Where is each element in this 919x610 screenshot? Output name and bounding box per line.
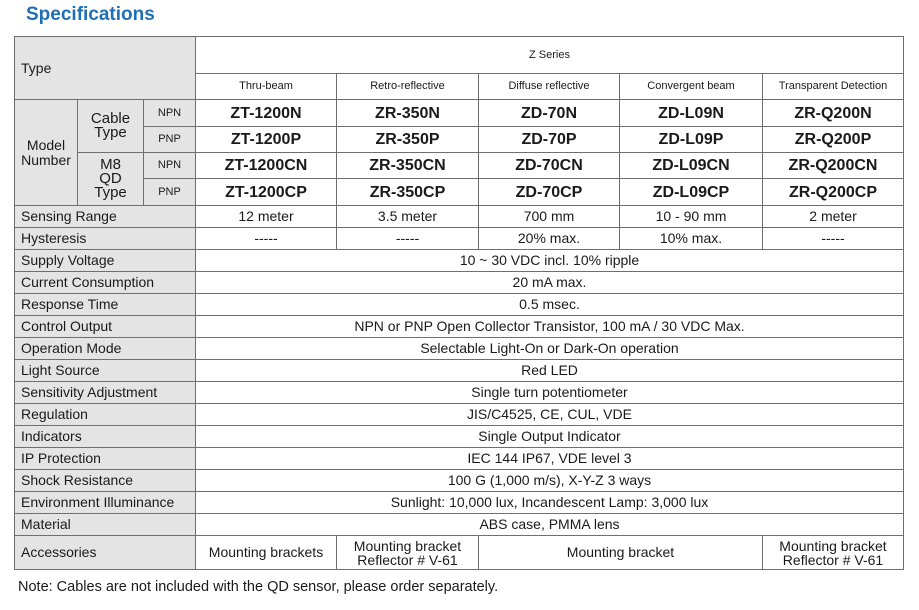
model-number: ZR-Q200CP — [763, 179, 904, 206]
row-label: Operation Mode — [15, 338, 196, 360]
row-label: Environment Illuminance — [15, 492, 196, 514]
output-type: PNP — [144, 179, 196, 206]
cell-value: Red LED — [196, 360, 904, 382]
row-label: Accessories — [15, 536, 196, 570]
cell-value: 3.5 meter — [337, 206, 479, 228]
cell-value: 10 ~ 30 VDC incl. 10% ripple — [196, 250, 904, 272]
model-number: ZD-70N — [479, 100, 620, 127]
model-number: ZR-350P — [337, 127, 479, 153]
output-type: NPN — [144, 153, 196, 179]
group-label-m8qd: M8 QD Type — [78, 153, 144, 206]
model-number-label: Model Number — [15, 100, 78, 206]
row-label: Current Consumption — [15, 272, 196, 294]
model-number: ZR-Q200N — [763, 100, 904, 127]
cell-value: 700 mm — [479, 206, 620, 228]
row-label: Shock Resistance — [15, 470, 196, 492]
column-header: Retro-reflective — [337, 74, 479, 100]
model-number: ZR-350CP — [337, 179, 479, 206]
accessory-line: Mounting bracket — [353, 537, 462, 554]
model-number: ZT-1200CP — [196, 179, 337, 206]
spec-table — [14, 36, 904, 570]
group-label-cable: Cable Type — [78, 100, 144, 153]
cell-value: Mounting bracket — [479, 536, 763, 570]
row-label: Control Output — [15, 316, 196, 338]
model-number: ZR-Q200CN — [763, 153, 904, 179]
cell-value: 10% max. — [620, 228, 763, 250]
model-row — [15, 127, 904, 153]
accessory-line: Mounting bracket — [779, 537, 887, 554]
output-type: NPN — [144, 100, 196, 127]
hysteresis-row — [15, 228, 904, 250]
model-number: ZR-350N — [337, 100, 479, 127]
footnote: Note: Cables are not included with the QD sensor, please order separately. — [18, 579, 499, 595]
column-header: Transparent Detection — [763, 74, 904, 100]
cell-value: 20 mA max. — [196, 272, 904, 294]
model-number: ZR-Q200P — [763, 127, 904, 153]
spec-row — [15, 294, 904, 316]
sensing-range-row — [15, 206, 904, 228]
column-header: Thru-beam — [196, 74, 337, 100]
cell-value: Mounting brackets — [196, 536, 337, 570]
cell-value — [763, 536, 904, 570]
spec-row — [15, 470, 904, 492]
model-row — [15, 153, 904, 179]
cell-value: JIS/C4525, CE, CUL, VDE — [196, 404, 904, 426]
row-label: IP Protection — [15, 448, 196, 470]
model-number: ZD-L09CP — [620, 179, 763, 206]
column-header: Convergent beam — [620, 74, 763, 100]
output-type: PNP — [144, 127, 196, 153]
cell-value: ----- — [337, 228, 479, 250]
spec-row — [15, 426, 904, 448]
row-label: Sensitivity Adjustment — [15, 382, 196, 404]
cell-value — [337, 536, 479, 570]
type-header: Type — [15, 37, 196, 100]
page-title: Specifications — [26, 4, 155, 25]
model-number: ZT-1200CN — [196, 153, 337, 179]
cell-value: 12 meter — [196, 206, 337, 228]
spec-row — [15, 514, 904, 536]
cell-value: ----- — [763, 228, 904, 250]
spec-row — [15, 360, 904, 382]
spec-row — [15, 250, 904, 272]
spec-row — [15, 338, 904, 360]
series-header: Z Series — [196, 37, 904, 74]
row-label: Light Source — [15, 360, 196, 382]
model-number: ZD-L09CN — [620, 153, 763, 179]
model-number: ZT-1200N — [196, 100, 337, 127]
cell-value: IEC 144 IP67, VDE level 3 — [196, 448, 904, 470]
row-label: Regulation — [15, 404, 196, 426]
cell-value: 2 meter — [763, 206, 904, 228]
accessories-row — [15, 536, 904, 570]
spec-row — [15, 492, 904, 514]
spec-row — [15, 272, 904, 294]
row-label: Response Time — [15, 294, 196, 316]
cell-value: Selectable Light-On or Dark-On operation — [196, 338, 904, 360]
accessory-line: Reflector # V-61 — [782, 551, 884, 568]
cell-value: 10 - 90 mm — [620, 206, 763, 228]
header-series-row — [15, 37, 904, 74]
row-label: Material — [15, 514, 196, 536]
cell-value: Single Output Indicator — [196, 426, 904, 448]
cell-value: Sunlight: 10,000 lux, Incandescent Lamp: 3,000 lux — [196, 492, 904, 514]
model-row — [15, 100, 904, 127]
model-number: ZR-350CN — [337, 153, 479, 179]
spec-row — [15, 316, 904, 338]
row-label: Hysteresis — [15, 228, 196, 250]
accessory-line: Reflector # V-61 — [357, 551, 458, 568]
spec-row — [15, 382, 904, 404]
model-number: ZD-70CN — [479, 153, 620, 179]
cell-value: NPN or PNP Open Collector Transistor, 100 mA / 30 VDC Max. — [196, 316, 904, 338]
model-row — [15, 179, 904, 206]
cell-value: Single turn potentiometer — [196, 382, 904, 404]
spec-row — [15, 448, 904, 470]
row-label: Indicators — [15, 426, 196, 448]
cell-value: 20% max. — [479, 228, 620, 250]
model-number: ZD-70CP — [479, 179, 620, 206]
cell-value: ----- — [196, 228, 337, 250]
spec-row — [15, 404, 904, 426]
cell-value: 0.5 msec. — [196, 294, 904, 316]
column-header: Diffuse reflective — [479, 74, 620, 100]
row-label: Supply Voltage — [15, 250, 196, 272]
row-label: Sensing Range — [15, 206, 196, 228]
cell-value: 100 G (1,000 m/s), X-Y-Z 3 ways — [196, 470, 904, 492]
model-number: ZD-70P — [479, 127, 620, 153]
cell-value: ABS case, PMMA lens — [196, 514, 904, 536]
model-number: ZD-L09P — [620, 127, 763, 153]
model-number: ZD-L09N — [620, 100, 763, 127]
model-number: ZT-1200P — [196, 127, 337, 153]
